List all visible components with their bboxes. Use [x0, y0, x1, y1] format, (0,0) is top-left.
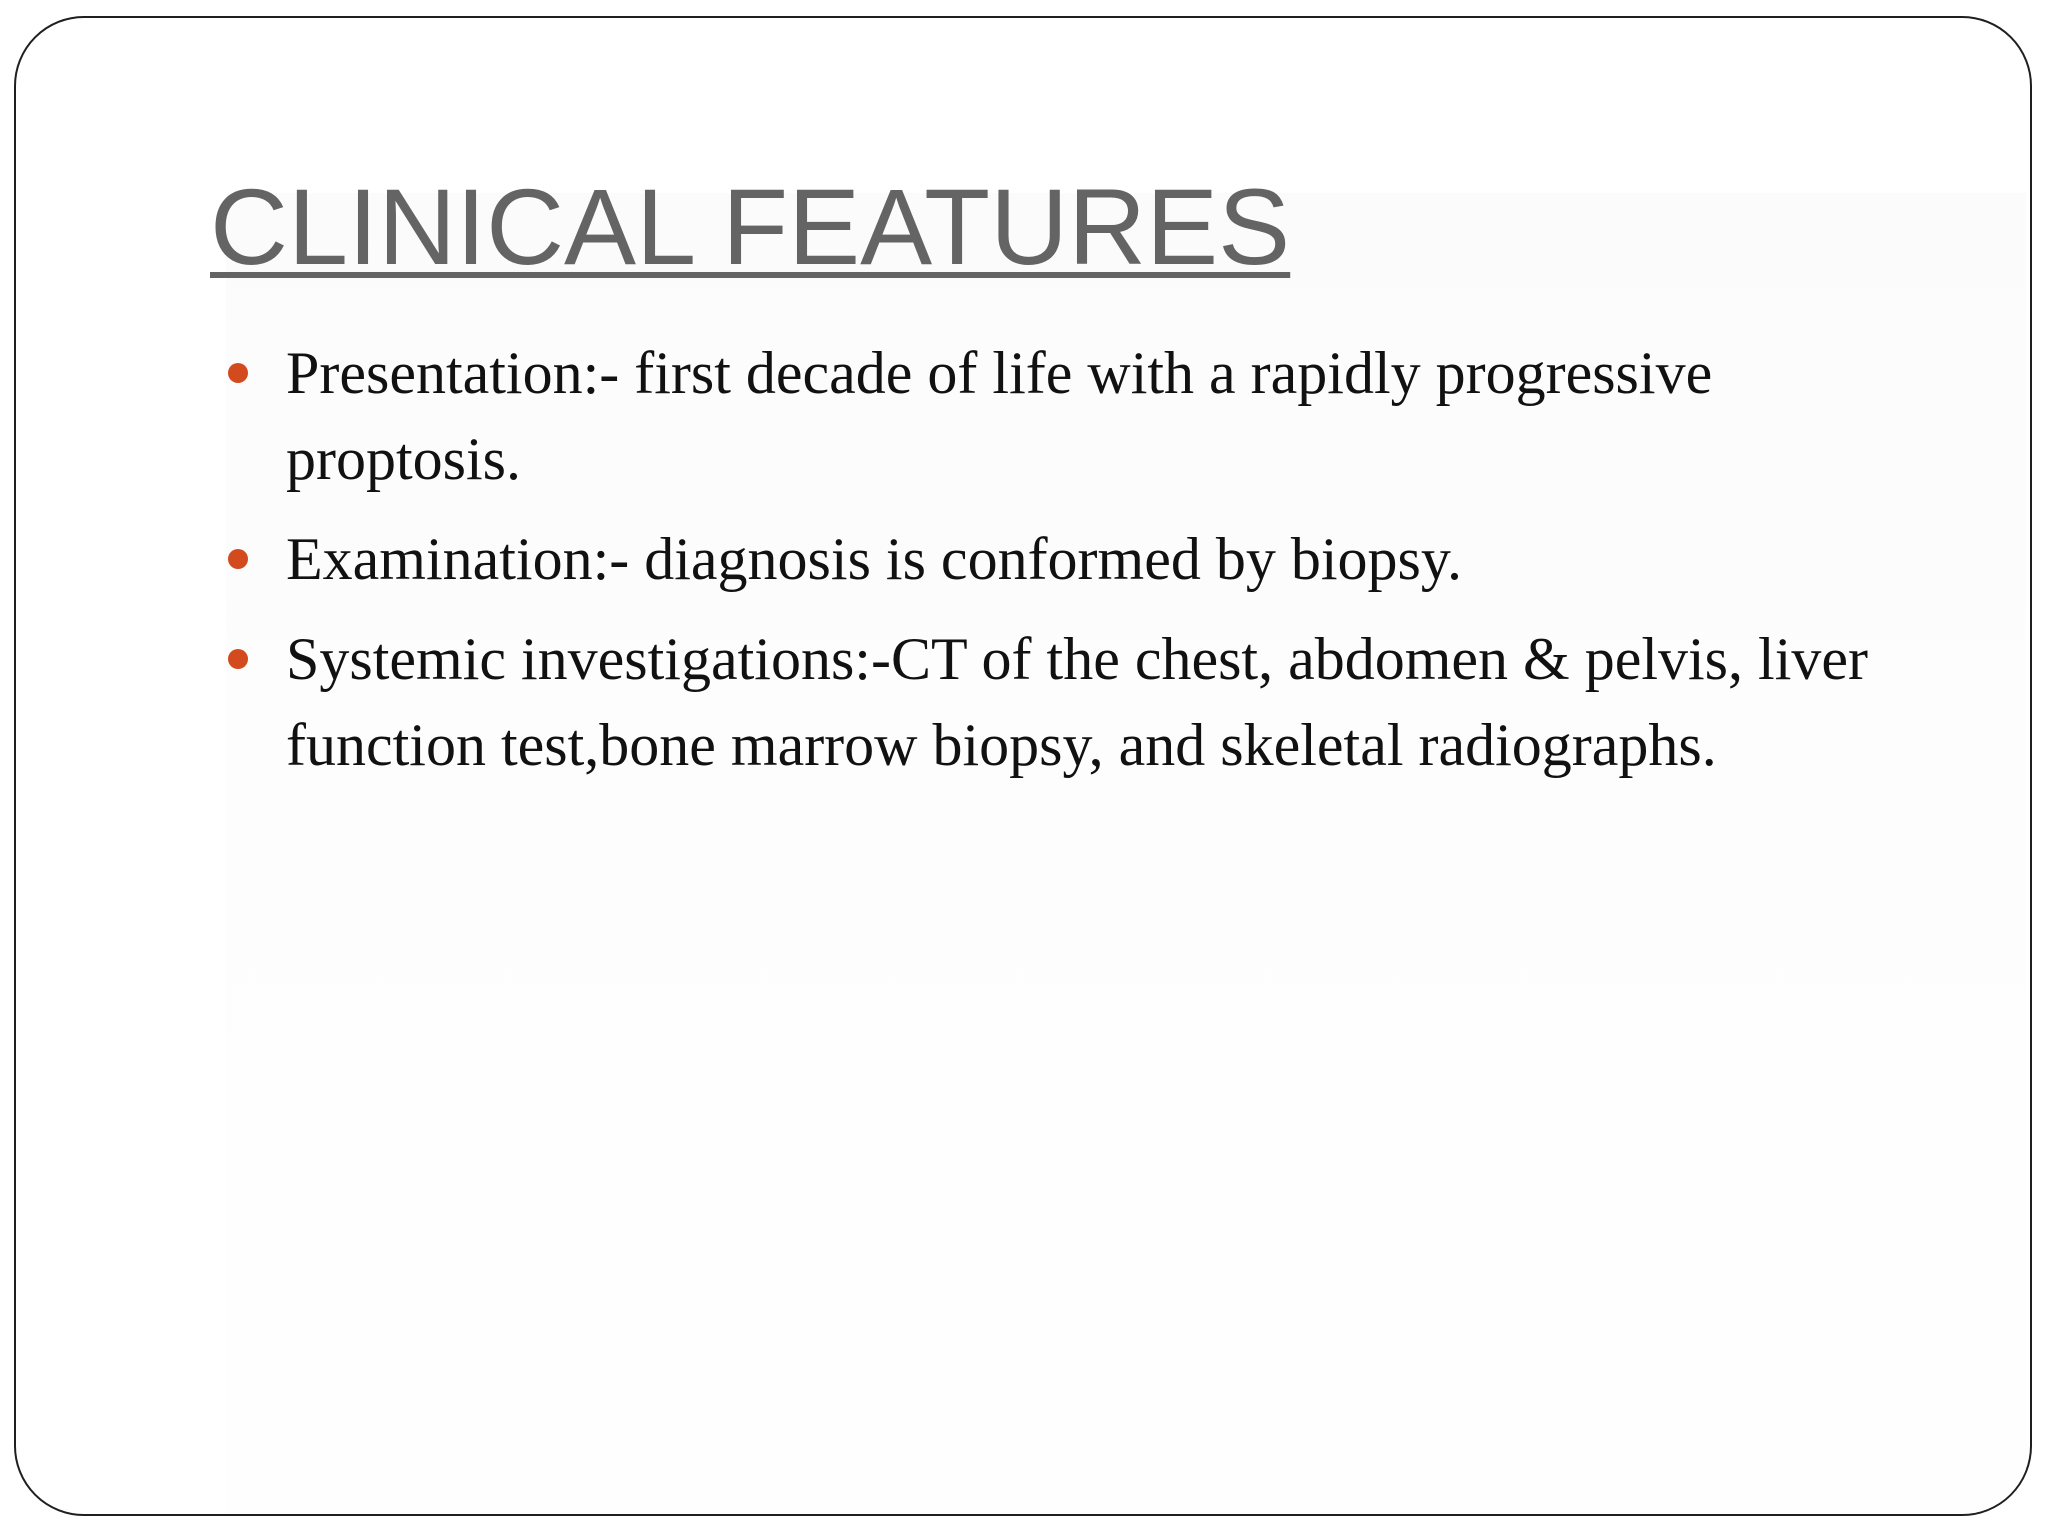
bullet-dot-icon: [228, 549, 248, 569]
bullet-text: Presentation:- first decade of life with a rapidly progressive proptosis.: [286, 340, 1713, 492]
bullet-dot-icon: [228, 363, 248, 383]
bullet-item-presentation: [220, 330, 1940, 502]
slide-title: CLINICAL FEATURES: [210, 166, 1291, 287]
bullet-list: [220, 330, 1940, 802]
bullet-item-systemic-investigations: [220, 616, 1940, 788]
bullet-text: Examination:- diagnosis is conformed by biopsy.: [286, 526, 1462, 592]
bullet-item-examination: [220, 516, 1940, 602]
bullet-dot-icon: [228, 649, 248, 669]
bullet-text: Systemic investigations:-CT of the chest, abdomen & pelvis, liver function test,bone marrow biopsy, and skeletal radiographs.: [286, 626, 1868, 778]
